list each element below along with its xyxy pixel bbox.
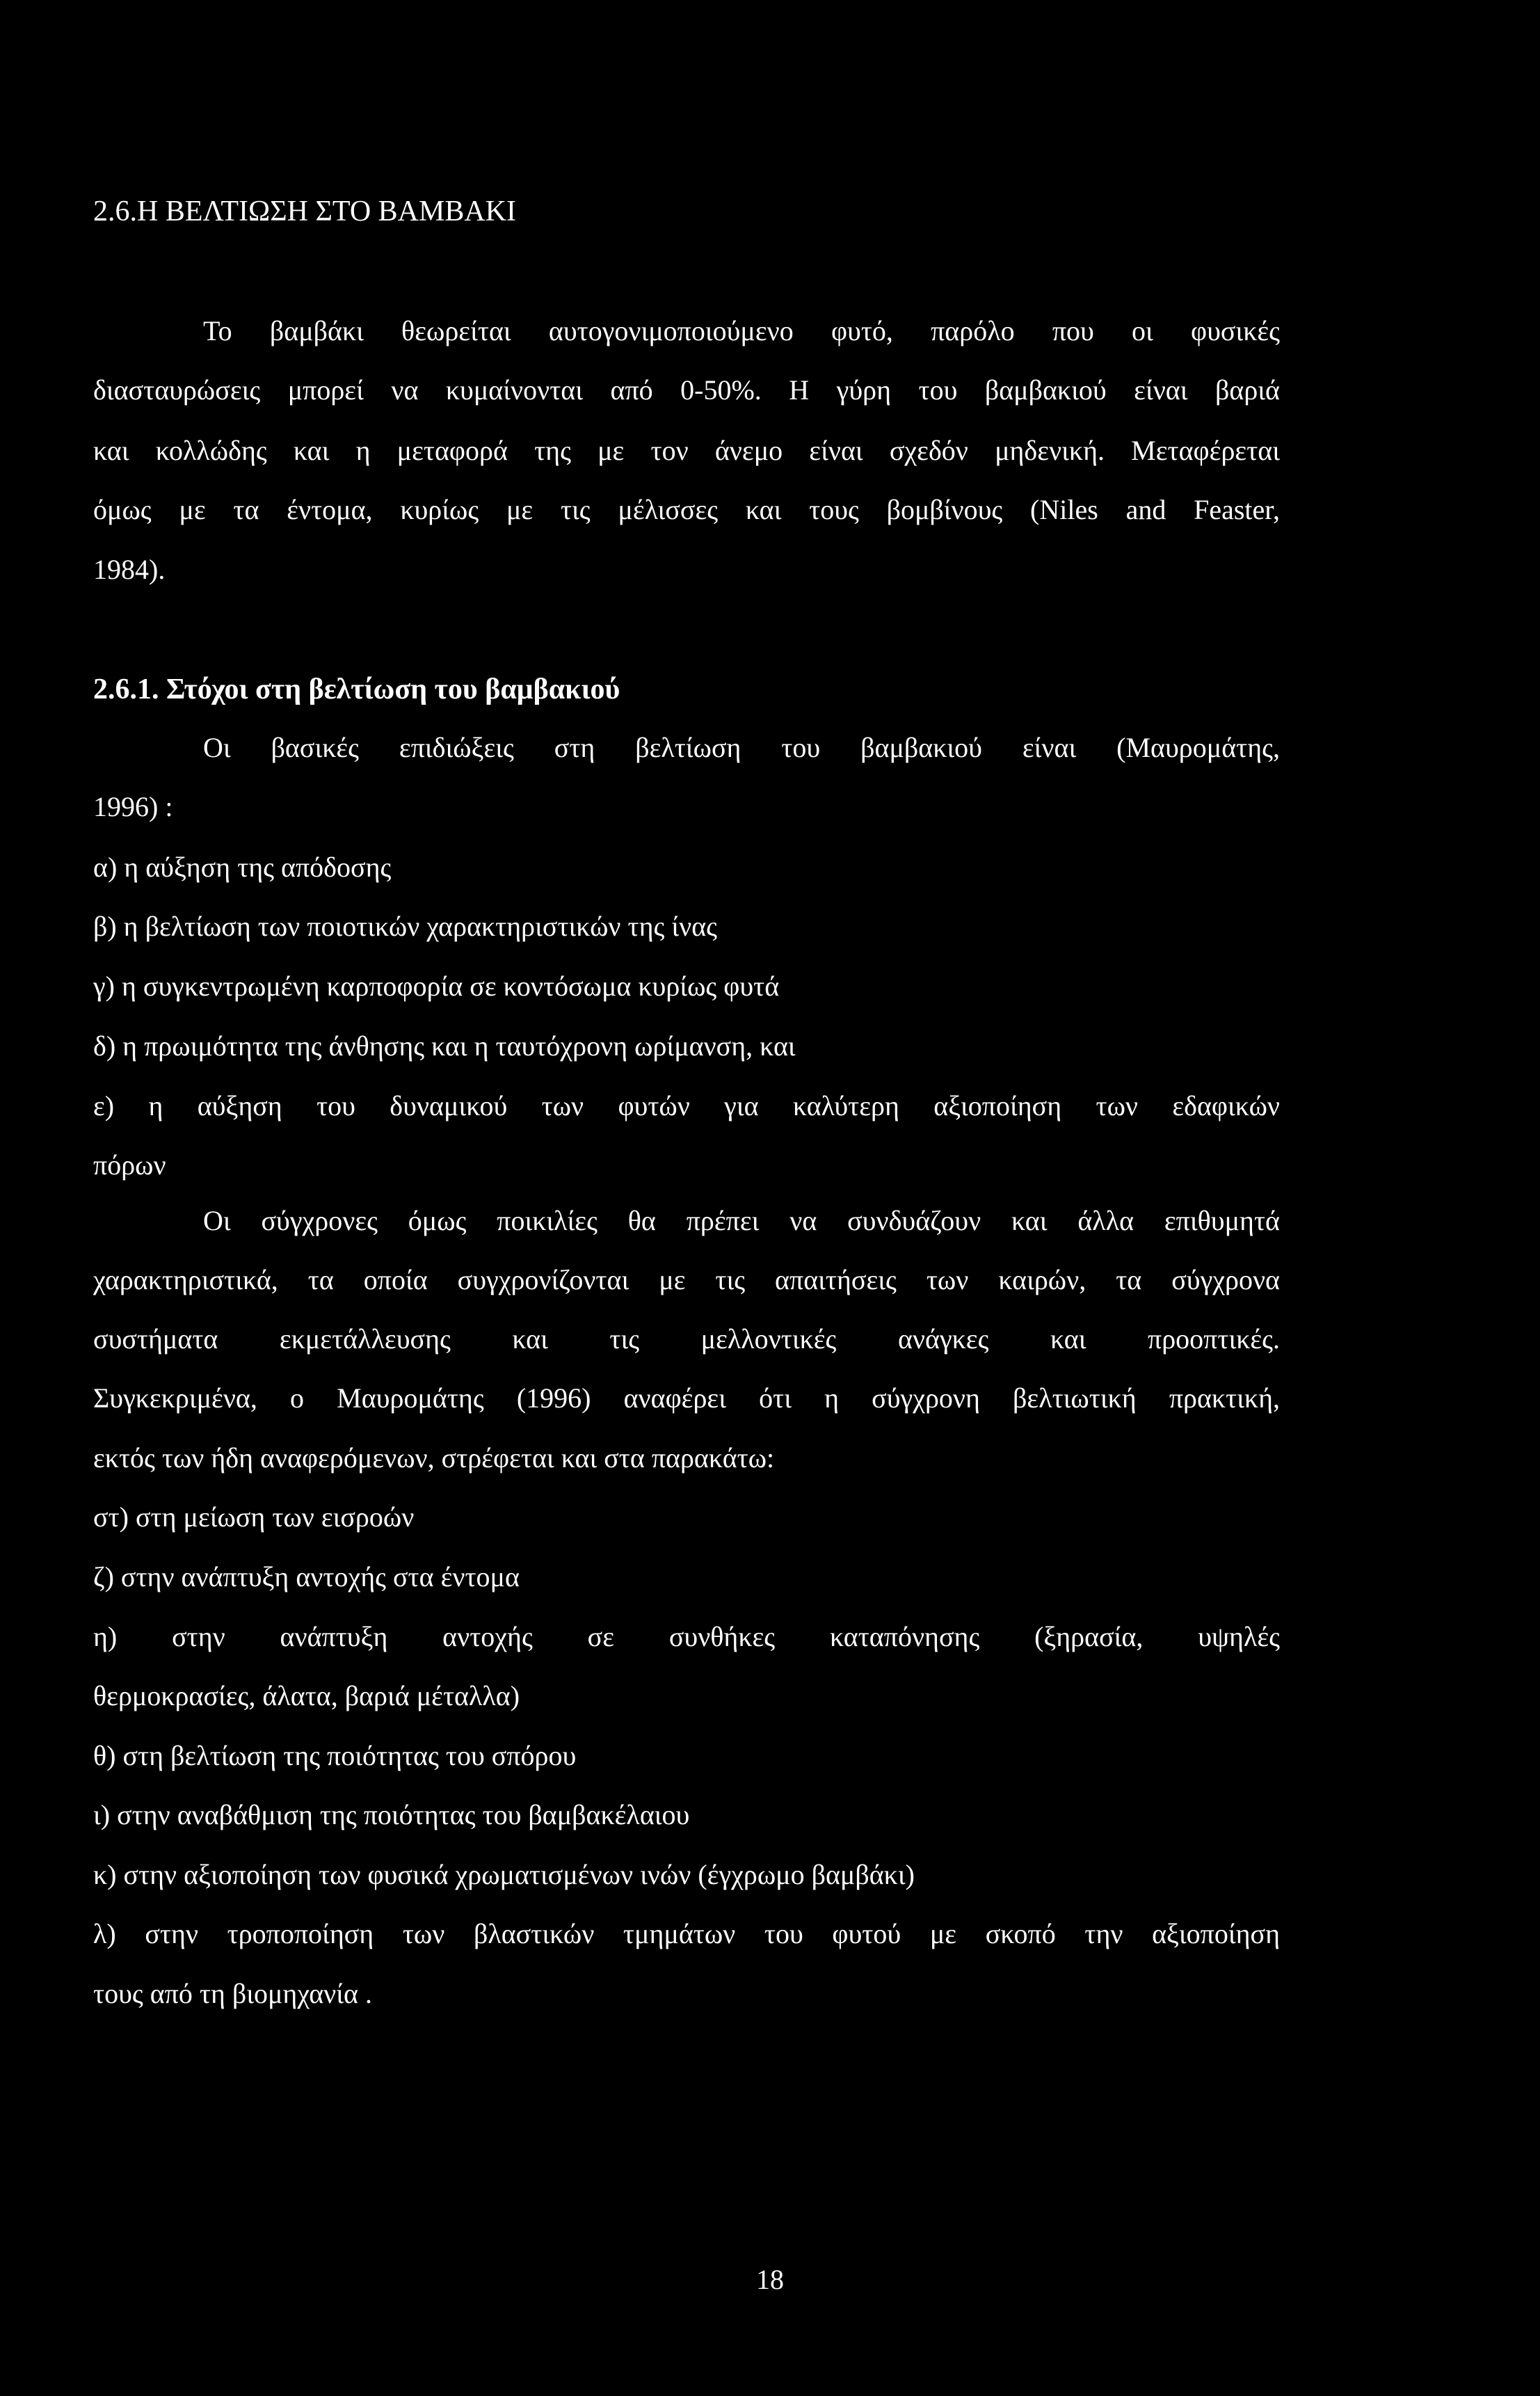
goal-item-continued: πόρων xyxy=(93,1149,166,1181)
goal-item-continued: θερμοκρασίες, άλατα, βαριά μέταλλα) xyxy=(93,1680,520,1711)
section-heading: 2.6.Η ΒΕΛΤΙΩΣΗ ΣΤΟ ΒΑΜΒΑΚΙ xyxy=(93,195,516,227)
paragraph-2-line-3: συστήματα εκμετάλλευσης και τις μελλοντικές ανάγκες και προοπτικές. xyxy=(93,1323,1280,1355)
subsection-heading: 2.6.1. Στόχοι στη βελτίωση του βαμβακιού xyxy=(93,673,620,705)
goal-item: ι) στην αναβάθμιση της ποιότητας του βαμβακέλαιου xyxy=(93,1799,690,1830)
paragraph-1-line-2: διασταυρώσεις μπορεί να κυμαίνονται από 0-50%. Η γύρη του βαμβακιού είναι βαριά xyxy=(93,374,1280,406)
goal-item: α) η αύξηση της απόδοσης xyxy=(93,852,392,883)
intro-line-2: 1996) : xyxy=(93,791,173,822)
goal-item: θ) στη βελτίωση της ποιότητας του σπόρου xyxy=(93,1740,577,1771)
goal-item: η) στην ανάπτυξη αντοχής σε συνθήκες καταπόνησης (ξηρασία, υψηλές xyxy=(93,1621,1280,1652)
goal-item: β) η βελτίωση των ποιοτικών χαρακτηριστικών της ίνας xyxy=(93,911,717,942)
paragraph-1-line-1: Το βαμβάκι θεωρείται αυτογονιμοποιούμενο φυτό, παρόλο που οι φυσικές xyxy=(203,315,1280,346)
goal-item: γ) η συγκεντρωμένη καρποφορία σε κοντόσωμα κυρίως φυτά xyxy=(93,971,780,1002)
paragraph-1-line-3: και κολλώδης και η μεταφορά της με τον άνεμο είναι σχεδόν μηδενική. Μεταφέρεται xyxy=(93,435,1280,466)
paragraph-2-line-1: Οι σύγχρονες όμως ποικιλίες θα πρέπει να συνδυάζουν και άλλα επιθυμητά xyxy=(203,1205,1280,1236)
paragraph-1-line-5: 1984). xyxy=(93,554,166,585)
goal-item: στ) στη μείωση των εισροών xyxy=(93,1501,415,1533)
paragraph-2-line-4: Συγκεκριμένα, ο Μαυρομάτης (1996) αναφέρει ότι η σύγχρονη βελτιωτική πρακτική, xyxy=(93,1382,1280,1414)
goal-item: ζ) στην ανάπτυξη αντοχής στα έντομα xyxy=(93,1561,520,1592)
goal-item: ε) η αύξηση του δυναμικού των φυτών για καλύτερη αξιοποίηση των εδαφικών xyxy=(93,1090,1280,1121)
goal-item-continued: τους από τη βιομηχανία . xyxy=(93,1978,372,2009)
intro-line-1: Οι βασικές επιδιώξεις στη βελτίωση του βαμβακιού είναι (Μαυρομάτης, xyxy=(203,732,1280,763)
paragraph-1-line-4: όμως με τα έντομα, κυρίως με τις μέλισσες και τους βομβίνους (Niles and Feaster, xyxy=(93,494,1280,525)
paragraph-2-line-5: εκτός των ήδη αναφερόμενων, στρέφεται και στα παρακάτω: xyxy=(93,1442,775,1473)
goal-item: λ) στην τροποποίηση των βλαστικών τμημάτων του φυτού με σκοπό την αξιοποίηση xyxy=(93,1918,1280,1949)
goal-item: δ) η πρωιμότητα της άνθησης και η ταυτόχρονη ωρίμανση, και xyxy=(93,1030,796,1062)
paragraph-2-line-2: χαρακτηριστικά, τα οποία συγχρονίζονται με τις απαιτήσεις των καιρών, τα σύγχρονα xyxy=(93,1264,1280,1295)
goal-item: κ) στην αξιοποίηση των φυσικά χρωματισμένων ινών (έγχρωμο βαμβάκι) xyxy=(93,1859,915,1890)
page-number: 18 xyxy=(756,2264,784,2295)
